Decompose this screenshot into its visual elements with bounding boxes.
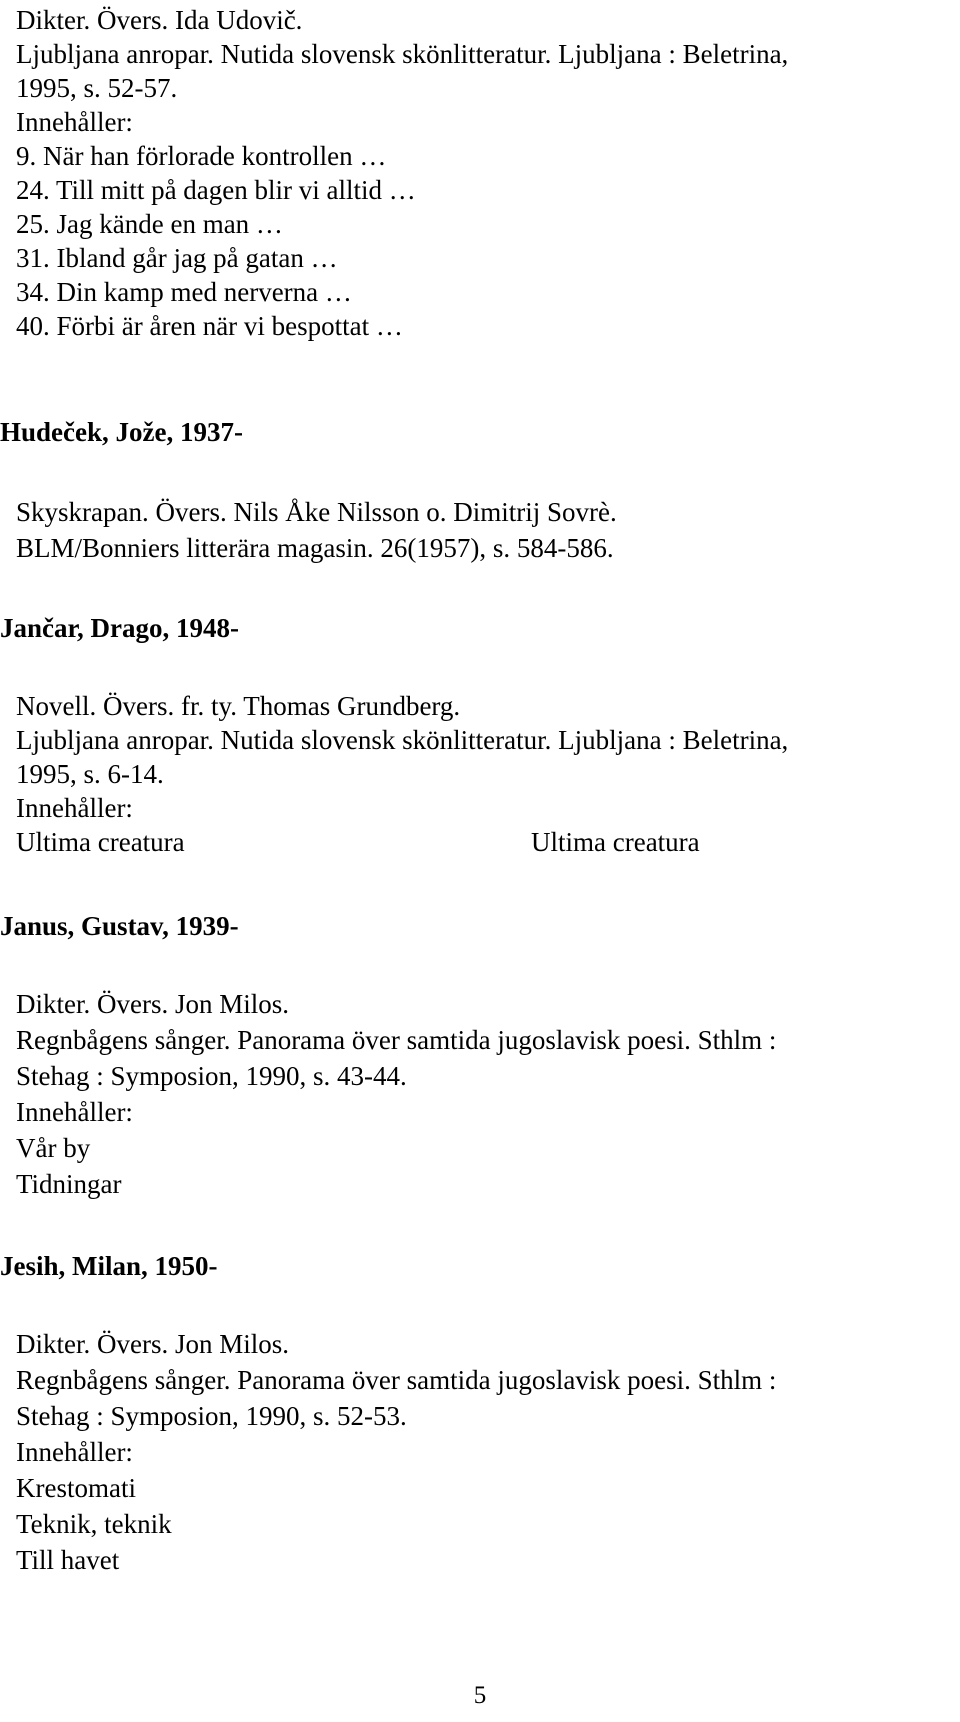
contents-item: Ultima creatura <box>531 827 700 857</box>
contents-label: Innehåller: <box>16 1097 133 1127</box>
entry-line: Regnbågens sånger. Panorama över samtida jugoslavisk poesi. Sthlm : <box>16 1365 777 1395</box>
contents-item: Vår by <box>16 1133 91 1163</box>
entry-line: Stehag : Symposion, 1990, s. 52-53. <box>16 1401 407 1431</box>
contents-item: Till havet <box>16 1545 120 1575</box>
entry-line: Dikter. Övers. Jon Milos. <box>16 989 289 1019</box>
entry-line: Stehag : Symposion, 1990, s. 43-44. <box>16 1061 407 1091</box>
contents-item: 34. Din kamp med nerverna … <box>16 277 352 307</box>
entry-line: Dikter. Övers. Ida Udovič. <box>16 5 303 35</box>
contents-item: Teknik, teknik <box>16 1509 172 1539</box>
entry-line: Novell. Övers. fr. ty. Thomas Grundberg. <box>16 691 461 721</box>
entry-line: Skyskrapan. Övers. Nils Åke Nilsson o. Dimitrij Sovrè. <box>16 497 617 527</box>
author-heading: Hudeček, Jože, 1937- <box>0 417 243 447</box>
entry-line: Regnbågens sånger. Panorama över samtida jugoslavisk poesi. Sthlm : <box>16 1025 777 1055</box>
contents-item: 40. Förbi är åren när vi bespottat … <box>16 311 403 341</box>
author-heading: Jesih, Milan, 1950- <box>0 1251 218 1281</box>
contents-item: 25. Jag kände en man … <box>16 209 283 239</box>
contents-item: Ultima creatura <box>16 827 185 857</box>
author-heading: Jančar, Drago, 1948- <box>0 613 239 643</box>
entry-line: Ljubljana anropar. Nutida slovensk skönlitteratur. Ljubljana : Beletrina, <box>16 39 789 69</box>
contents-item: 9. När han förlorade kontrollen … <box>16 141 387 171</box>
author-heading: Janus, Gustav, 1939- <box>0 911 239 941</box>
contents-item: Krestomati <box>16 1473 136 1503</box>
entry-line: Ljubljana anropar. Nutida slovensk skönlitteratur. Ljubljana : Beletrina, <box>16 725 789 755</box>
page-number: 5 <box>473 1682 487 1709</box>
entry-line: BLM/Bonniers litterära magasin. 26(1957), s. 584-586. <box>16 533 614 563</box>
contents-item: 24. Till mitt på dagen blir vi alltid … <box>16 175 416 205</box>
entry-line: Dikter. Övers. Jon Milos. <box>16 1329 289 1359</box>
contents-label: Innehåller: <box>16 107 133 137</box>
entry-line: 1995, s. 52-57. <box>16 73 178 103</box>
contents-item: Tidningar <box>16 1169 122 1199</box>
contents-item: 31. Ibland går jag på gatan … <box>16 243 338 273</box>
entry-line: 1995, s. 6-14. <box>16 759 164 789</box>
contents-label: Innehåller: <box>16 793 133 823</box>
contents-label: Innehåller: <box>16 1437 133 1467</box>
